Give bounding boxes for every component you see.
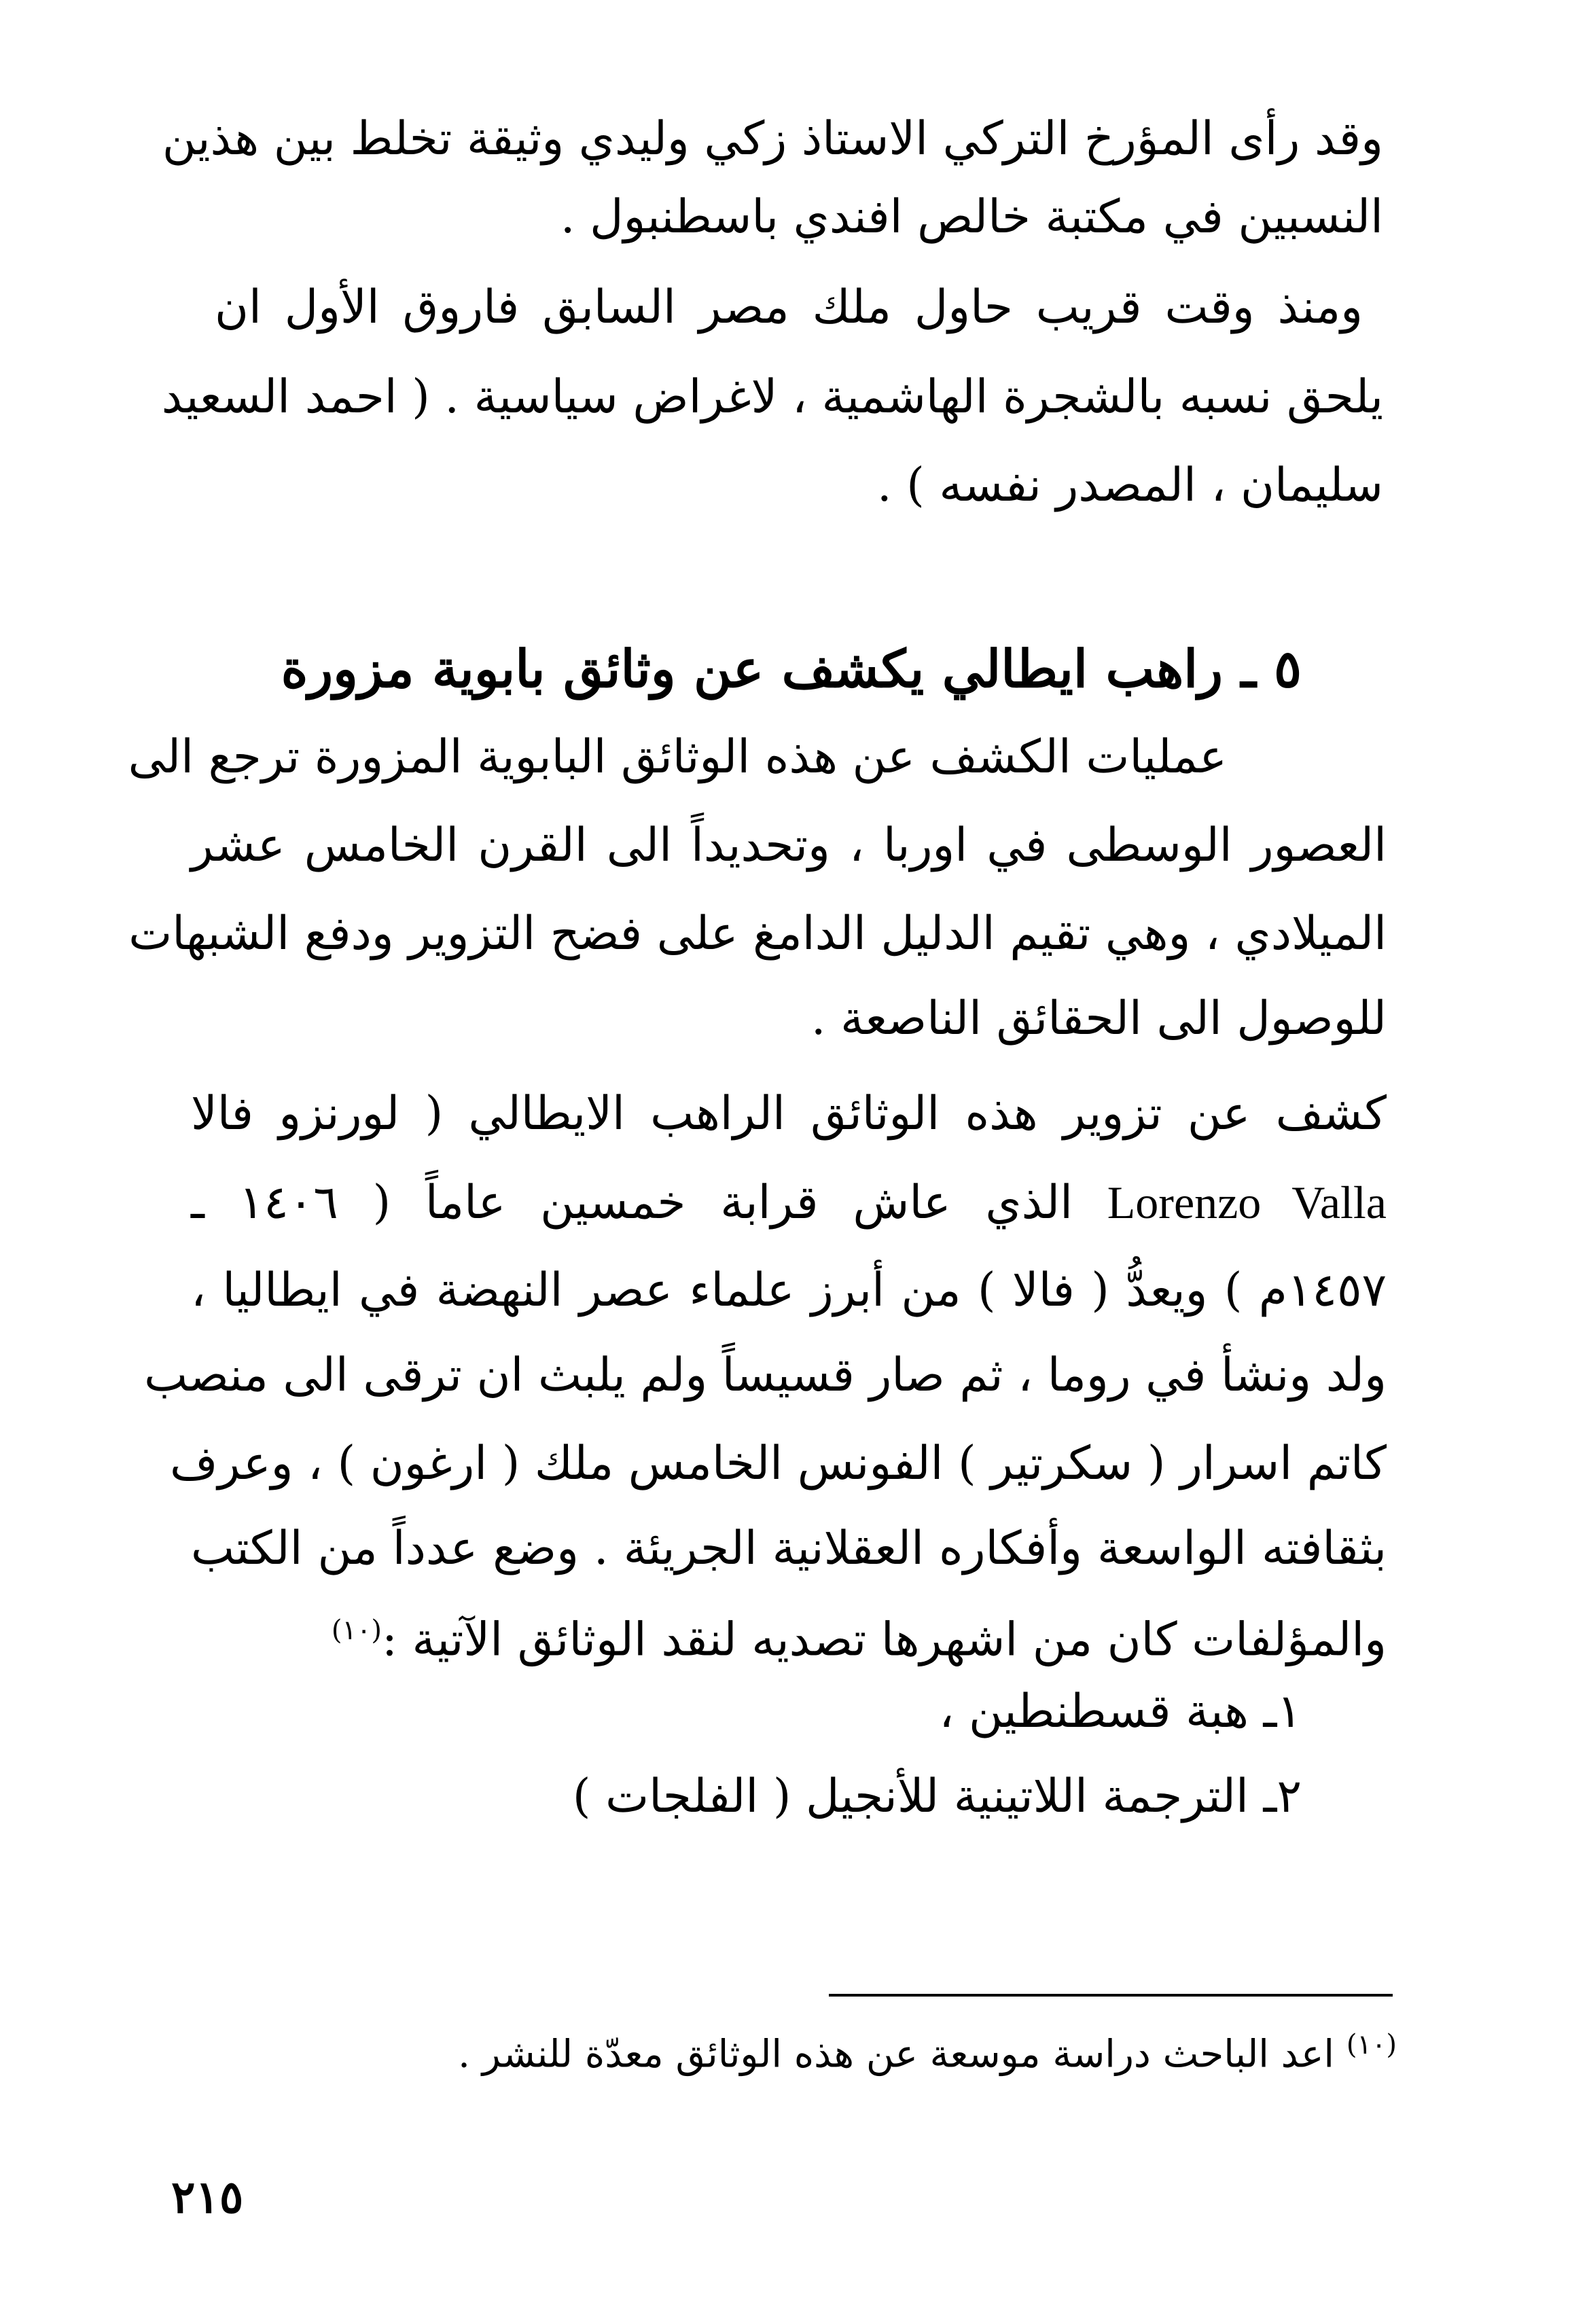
paragraph-4-line-3: ١٤٥٧م ) ويعدُّ ( فالا ) من أبرز علماء عصر النهضة في ايطاليا ، [191, 1264, 1387, 1317]
paragraph-2-line-2: يلحق نسبه بالشجرة الهاشمية ، لاغراض سياسية . ( احمد السعيد [161, 370, 1383, 424]
paragraph-4-line-6: بثقافته الواسعة وأفكاره العقلانية الجريئة . وضع عدداً من الكتب [191, 1522, 1387, 1575]
paragraph-3-line-3: الميلادي ، وهي تقيم الدليل الدامغ على فضح التزوير ودفع الشبهات [128, 907, 1387, 961]
paragraph-4-line-5: كاتم اسرار ( سكرتير ) الفونس الخامس ملك ( ارغون ) ، وعرف [170, 1437, 1387, 1490]
paragraph-3-line-4: للوصول الى الحقائق الناصعة . [810, 992, 1387, 1045]
paragraph-2-line-3: سليمان ، المصدر نفسه ) . [876, 459, 1383, 512]
section-heading: ٥ ـ راهب ايطالي يكشف عن وثائق بابوية مزورة [281, 639, 1302, 699]
page-number: ٢١٥ [171, 2170, 244, 2223]
paragraph-4-line-7-text: والمؤلفات كان من اشهرها تصديه لنقد الوثائق الآتية : [382, 1613, 1387, 1667]
paragraph-4-line-7 [191, 1593, 1387, 1678]
paragraph-3-line-1: عمليات الكشف عن هذه الوثائق البابوية المزورة ترجع الى [128, 730, 1227, 784]
footnote-separator [829, 1994, 1393, 1997]
paragraph-3-line-2: العصور الوسطى في اوربا ، وتحديداً الى القرن الخامس عشر [191, 819, 1387, 872]
paragraph-2-line-1: ومنذ وقت قريب حاول ملك مصر السابق فاروق الأول ان [215, 281, 1363, 334]
paragraph-4-line-4: ولد ونشأ في روما ، ثم صار قسيساً ولم يلبث ان ترقى الى منصب [144, 1348, 1387, 1402]
footnote-reference: (١٠) [331, 1615, 382, 1646]
paragraph-4-line-2-rest: الذي عاش قرابة خمسين عاماً ( ١٤٠٦ ـ [191, 1176, 1073, 1230]
footnote-text: اعد الباحث دراسة موسعة عن هذه الوثائق معدّة للنشر . [458, 2032, 1334, 2077]
paragraph-1-line-1: وقد رأى المؤرخ التركي الاستاذ زكي وليدي وثيقة تخلط بين هذين [162, 112, 1383, 166]
paragraph-4-line-1: كشف عن تزوير هذه الوثائق الراهب الايطالي ( لورنزو فالا [191, 1087, 1387, 1141]
footnote [458, 2014, 1397, 2086]
list-item-2: ٢ـ الترجمة اللاتينية للأنجيل ( الفلجات ) [572, 1770, 1302, 1823]
paragraph-4-line-2 [191, 1165, 1387, 1240]
latin-name: Lorenzo Valla [1107, 1177, 1387, 1228]
footnote-marker: (١٠) [1346, 2029, 1397, 2060]
paragraph-1-line-2: النسبين في مكتبة خالص افندي باسطنبول . [560, 190, 1383, 244]
list-item-1: ١ـ هبة قسطنطين ، [939, 1685, 1302, 1738]
